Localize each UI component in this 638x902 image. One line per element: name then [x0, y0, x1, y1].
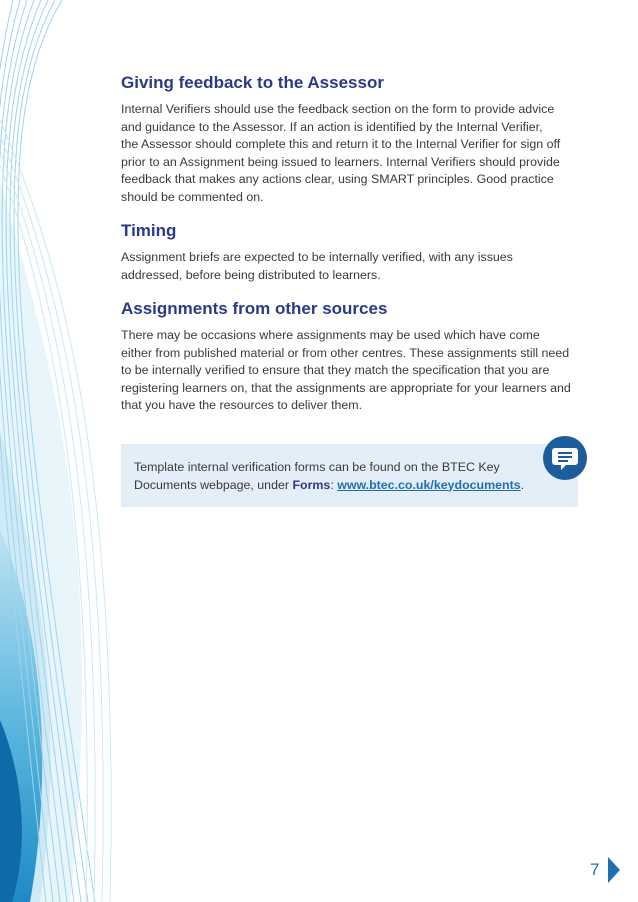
text-line: either from published material or from other centres. These assignments still need [121, 345, 570, 360]
text-line: to be internally verified to ensure that they match the specification that you are [121, 363, 550, 377]
text-line: the Assessor should complete this and return it to the Internal Verifier for sign off [121, 137, 561, 151]
note-period: . [520, 477, 525, 492]
text-line: feedback that makes any actions clear, using SMART principles. Good practice [121, 172, 554, 186]
paragraph-timing [121, 249, 581, 284]
heading-giving-feedback: Giving feedback to the Assessor [121, 73, 384, 92]
heading-assignments-other-sources: Assignments from other sources [121, 299, 388, 318]
page-arrow-icon [606, 857, 622, 883]
note-colon: : [330, 477, 338, 492]
text-line: registering learners on, that the assignments are appropriate for your learners and [121, 380, 571, 395]
note-line-1: Template internal verification forms can be found on the BTEC Key [134, 460, 500, 474]
note-text [134, 459, 534, 494]
text-line: that you have the resources to deliver them. [121, 398, 363, 412]
keydocuments-link[interactable]: www.btec.co.uk/keydocuments [337, 477, 521, 492]
text-line: There may be occasions where assignments may be used which have come [121, 328, 540, 342]
speech-bubble-icon [543, 436, 587, 480]
text-line: prior to an Assignment being issued to learners. Internal Verifiers should provide [121, 154, 560, 169]
info-note-box [121, 444, 578, 507]
paragraph-assignments-other-sources [121, 327, 581, 415]
text-line: Assignment briefs are expected to be internally verified, with any issues [121, 250, 513, 264]
main-content [121, 72, 581, 415]
page-number: 7 [590, 860, 600, 879]
paragraph-giving-feedback [121, 101, 581, 206]
text-line: addressed, before being distributed to learners. [121, 267, 381, 282]
text-line: Internal Verifiers should use the feedback section on the form to provide advice [121, 102, 555, 116]
text-line: should be commented on. [121, 189, 264, 204]
note-line-2-prefix: Documents webpage, under [134, 477, 293, 492]
forms-label: Forms [292, 477, 331, 492]
text-line: and guidance to the Assessor. If an action is identified by the Internal Verifier, [121, 119, 543, 134]
heading-timing: Timing [121, 221, 177, 240]
